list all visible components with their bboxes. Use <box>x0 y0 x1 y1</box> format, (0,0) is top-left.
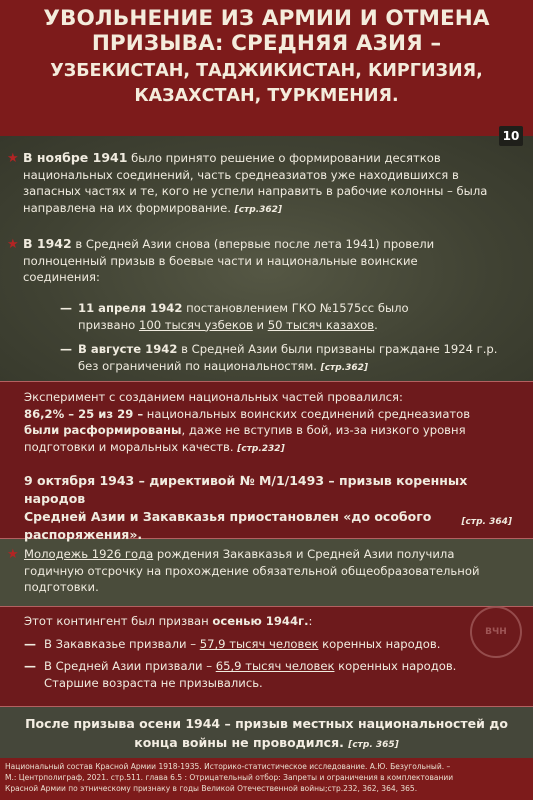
block2-line1: в Средней Азии снова (впервые после лета 1941) провели <box>71 237 435 251</box>
subtitle-line-2: КАЗАХСТАН, ТУРКМЕНИЯ. <box>134 86 399 106</box>
dash-bullet: — <box>60 342 72 356</box>
block5-item1: В Закавказье призвали – 57,9 тысяч человек коренных народов. <box>44 637 441 651</box>
caucasus-count: 57,9 тысяч человек <box>199 637 319 651</box>
item2-lead: В августе 1942 <box>78 342 178 356</box>
central-asia-count: 65,9 тысяч человек <box>215 659 335 673</box>
block3-disbanded: были расформированы <box>24 423 182 437</box>
block2-item2: В августе 1942 в Средней Азии были призваны граждане 1924 г.р. без ограничений по национальностям. [стр.362] <box>78 342 498 373</box>
stamp-logo: ВЧН <box>470 606 522 658</box>
block4-line3: подготовки. <box>24 580 99 594</box>
block1-line3: запасных частях и те, кого не успели направить в рабочие колонны – была <box>23 184 488 198</box>
page-number: 10 <box>499 126 523 146</box>
dash-bullet: — <box>24 659 36 673</box>
block3-ref: [стр.232] <box>237 443 285 454</box>
block4-line2: годичную отсрочку на прохождение обязательной общеобразовательной <box>24 563 480 578</box>
block2-lead: В 1942 <box>23 236 72 251</box>
youth-1926: Молодежь 1926 года <box>24 547 154 561</box>
item1-lead: 11 апреля 1942 <box>78 301 183 315</box>
block1-lead: В ноябре 1941 <box>23 150 128 165</box>
footer-line2: М.: Центрполиграф, 2021. стр.511. глава 6.5 : Отрицательный отбор: Запреты и ограничения в комплектовании <box>5 773 454 782</box>
item2-rest: в Средней Азии были призваны граждане 1924 г.р. <box>177 342 498 356</box>
title-line-1: УВОЛЬНЕНИЕ ИЗ АРМИИ И ОТМЕНА <box>43 6 490 31</box>
divider <box>0 381 533 382</box>
block1-text <box>23 150 523 218</box>
block1-ref: [стр.362] <box>234 204 283 215</box>
dash-bullet: — <box>60 301 72 315</box>
decree-line1: 9 октября 1943 – директивой № М/1/1493 – призыв коренных народов <box>24 473 468 506</box>
footer-line1: Национальный состав Красной Армии 1918-1935. Историко-статистическое исследование. А.Ю. Безугольный. – <box>5 762 451 771</box>
block3-percent: 86,2% – 25 из 29 – <box>24 406 144 421</box>
kazakhs-count: 50 тысяч казахов <box>267 317 375 332</box>
decree-line2: Средней Азии и Закавказья приостановлен «до особого распоряжения». <box>24 509 432 542</box>
decree-text <box>24 472 524 544</box>
star-icon: ★ <box>7 151 19 166</box>
footer-citation <box>0 758 533 800</box>
subtitle-line-1: УЗБЕКИСТАН, ТАДЖИКИСТАН, КИРГИЗИЯ, <box>50 61 483 81</box>
header-banner <box>0 0 533 136</box>
block3-text: Эксперимент с созданием национальных частей провалился: 86,2% – 25 из 29 – национальных воинских соединений среднеазиатов были расформированы, даже не вступив в бой, из-за низкого уровня подготовки и моральных качеств. [стр.232] <box>24 389 524 457</box>
block2-line2: полноценный призыв в боевые части и национальные воинские <box>23 253 418 268</box>
block2-item1: 11 апреля 1942 постановлением ГКО №1575сс было призвано 100 тысяч узбеков и 50 тысяч казахов. <box>78 301 409 332</box>
footer-line3: Красной Армии по этническому признаку в годы Великой Отечественной войны;стр.232, 362, 364, 365. <box>5 784 418 793</box>
older-ages-note: Старшие возраста не призывались. <box>44 675 263 690</box>
block2-text <box>23 236 523 286</box>
star-icon: ★ <box>7 237 19 252</box>
uzbeks-count: 100 тысяч узбеков <box>138 317 253 332</box>
title-line-2: ПРИЗЫВА: СРЕДНЯЯ АЗИЯ – <box>91 31 442 56</box>
divider <box>0 606 533 607</box>
block1-line2: национальных соединений, часть среднеазиатов уже находившихся в <box>23 167 459 182</box>
autumn-1944: осенью 1944г. <box>212 614 309 628</box>
dash-bullet: — <box>24 637 36 651</box>
block4-text: Молодежь 1926 года рождения Закавказья и Средней Азии получила годичную отсрочку на прохождение обязательной общеобразовательной подготовки. <box>24 546 524 596</box>
block3-line1: Эксперимент с созданием национальных частей провалился: <box>24 390 403 404</box>
item1-rest: постановлением ГКО №1575сс было <box>182 301 409 315</box>
block5-item2: В Средней Азии призвали – 65,9 тысяч человек коренных народов. Старшие возраста не призывались. <box>44 658 514 691</box>
divider <box>0 706 533 707</box>
block2-ref: [стр.362] <box>320 362 369 373</box>
conclusion-ref: [стр. 365] <box>348 740 399 750</box>
block5-line1: Этот контингент был призван осенью 1944г.: <box>24 614 313 628</box>
block1-line1: было принято решение о формировании десятков <box>127 151 441 165</box>
conclusion-line2: конца войны не проводился. [стр. 365] <box>134 735 399 750</box>
block1-line4: направлена на их формирование. <box>23 200 235 215</box>
decree-ref: [стр. 364] <box>461 517 512 527</box>
conclusion-line1: После призыва осени 1944 – призыв местных национальностей до <box>25 716 508 731</box>
star-icon: ★ <box>7 547 19 562</box>
block2-line3: соединения: <box>23 270 100 284</box>
